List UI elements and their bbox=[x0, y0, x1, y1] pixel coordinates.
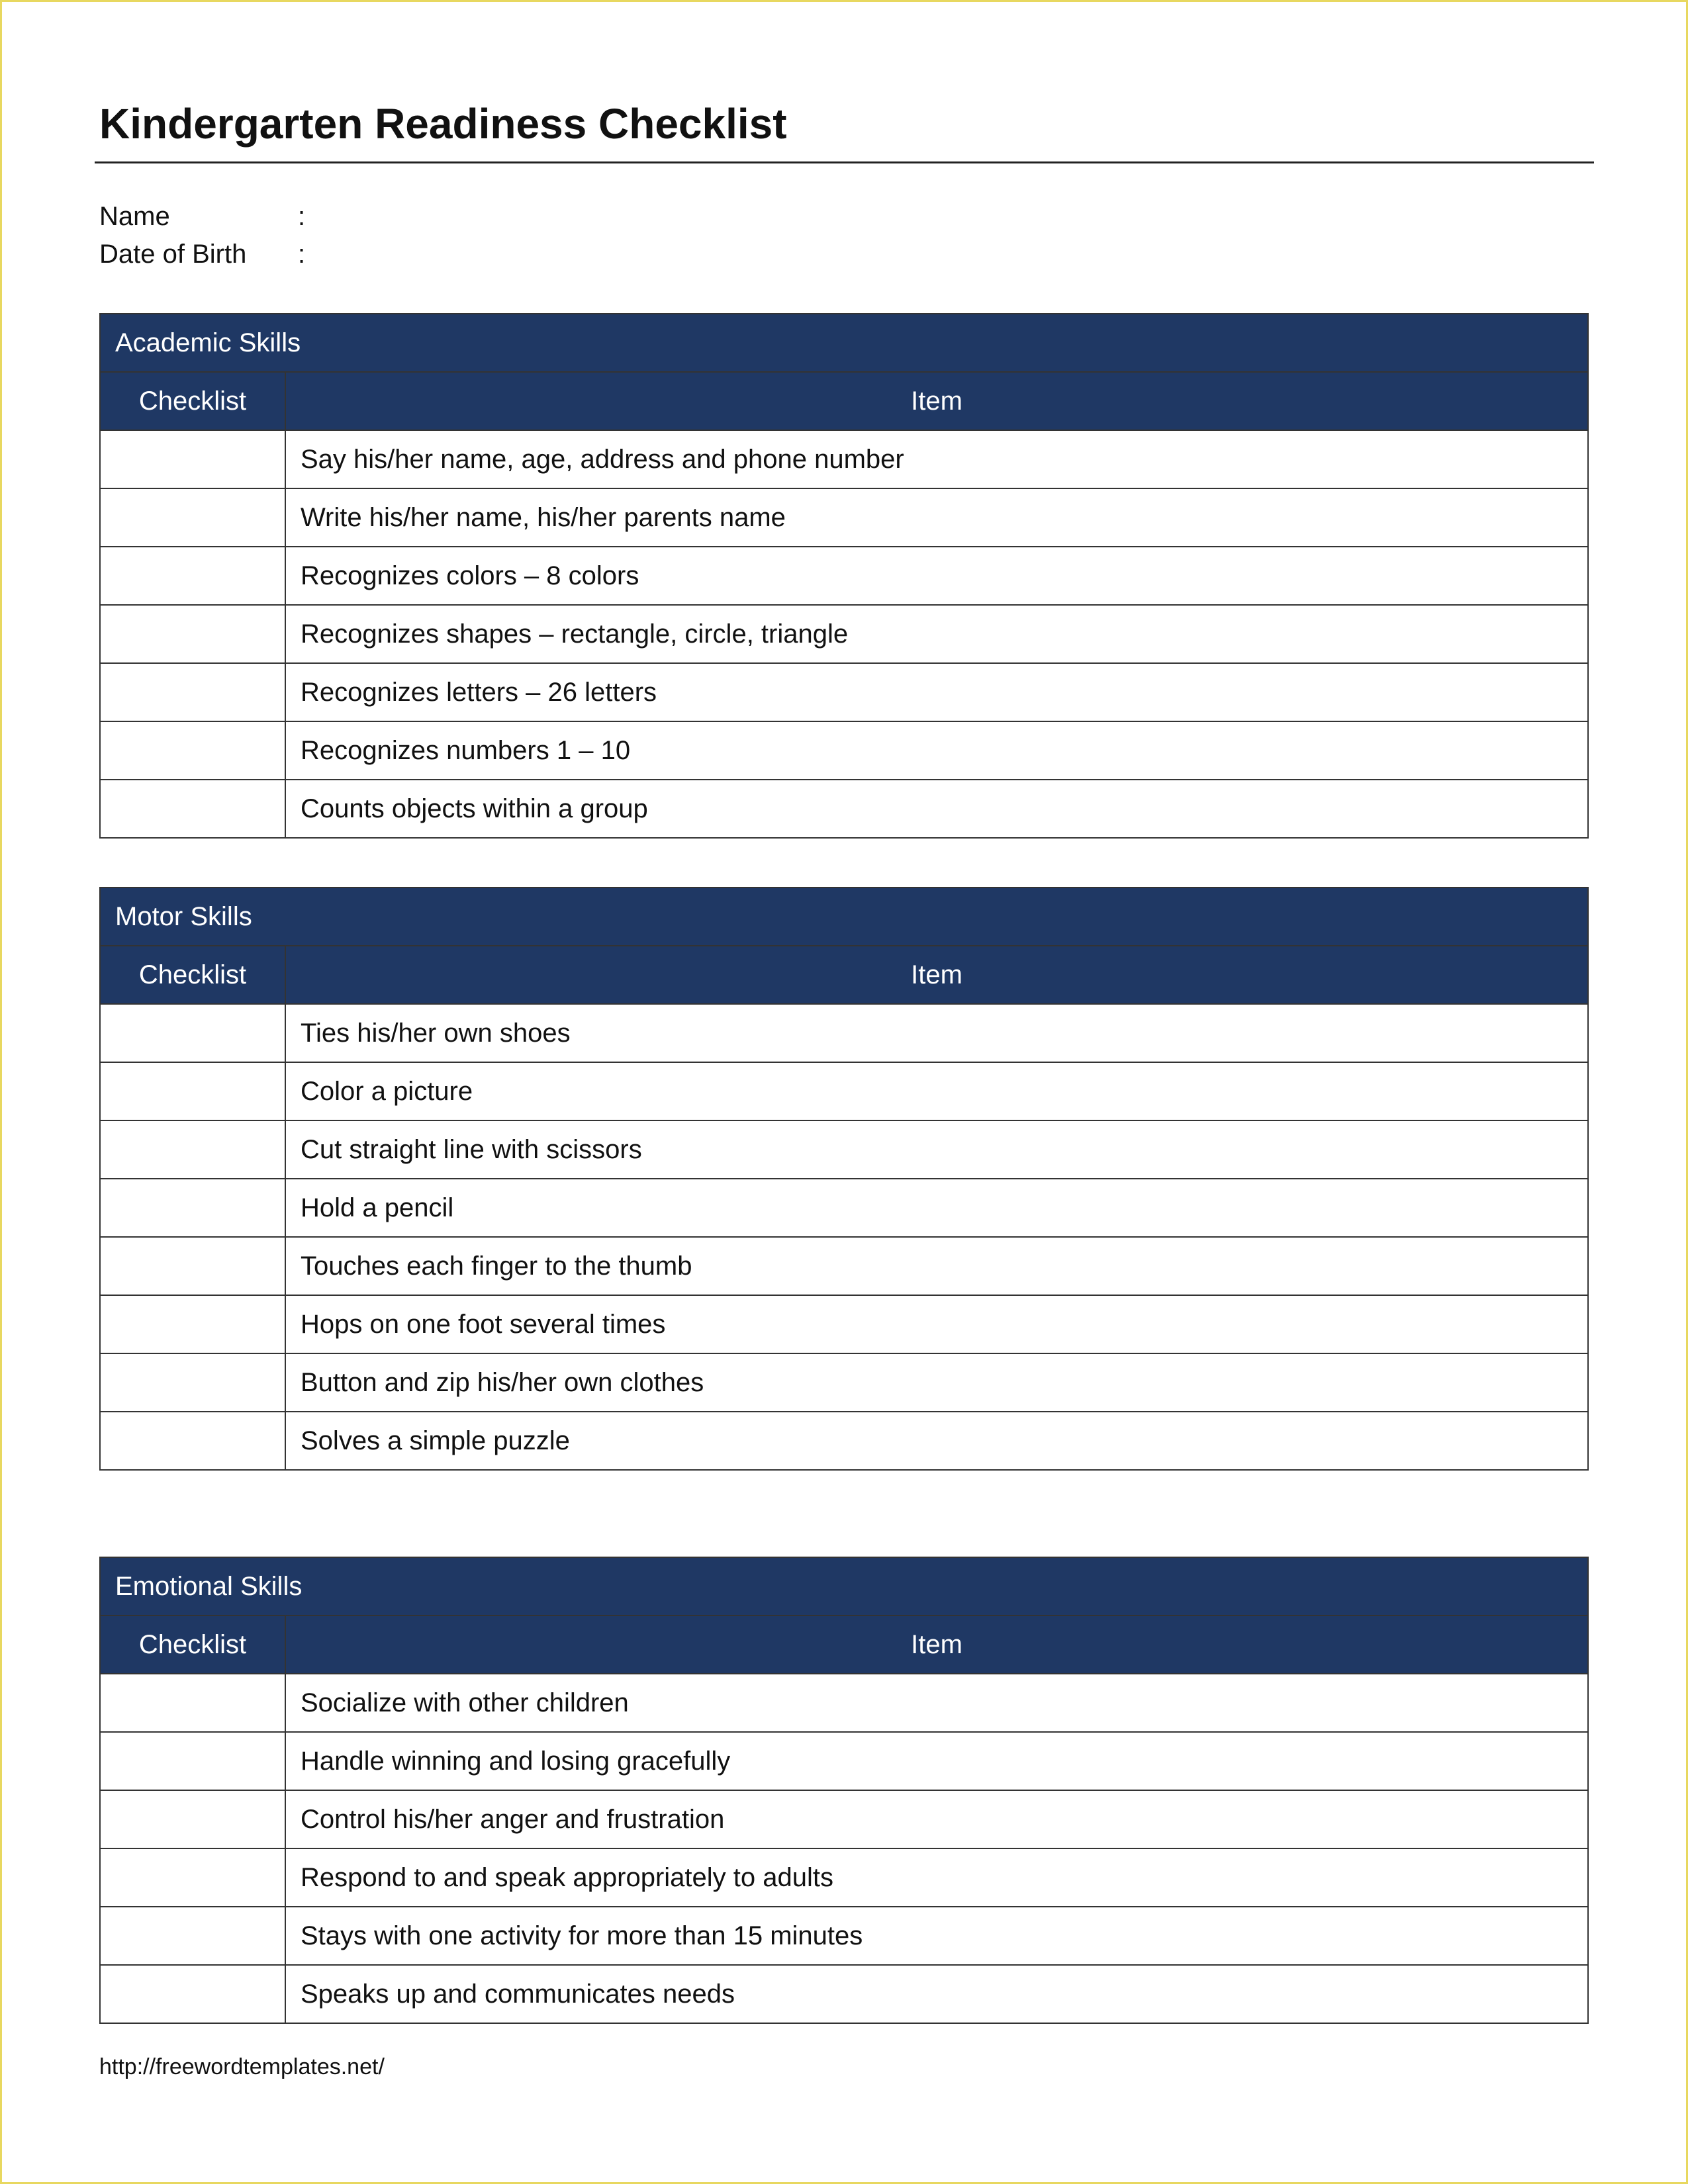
table-row bbox=[100, 1237, 1588, 1295]
table-row bbox=[100, 1412, 1588, 1470]
checklist-cell[interactable] bbox=[100, 780, 285, 838]
table-row bbox=[100, 1907, 1588, 1965]
checklist-cell[interactable] bbox=[100, 1732, 285, 1790]
checklist-column-header: Checklist bbox=[100, 372, 285, 430]
checklist-column-header: Checklist bbox=[100, 946, 285, 1004]
emotional-skills-heading: Emotional Skills bbox=[100, 1557, 1588, 1615]
table-row bbox=[100, 488, 1588, 547]
item-cell: Color a picture bbox=[285, 1062, 1588, 1120]
item-cell: Touches each finger to the thumb bbox=[285, 1237, 1588, 1295]
motor-skills-heading: Motor Skills bbox=[100, 887, 1588, 946]
table-row bbox=[100, 1295, 1588, 1353]
checklist-cell[interactable] bbox=[100, 1907, 285, 1965]
motor-skills-table bbox=[99, 887, 1589, 1471]
item-cell: Recognizes letters – 26 letters bbox=[285, 663, 1588, 721]
checklist-cell[interactable] bbox=[100, 1062, 285, 1120]
item-cell: Write his/her name, his/her parents name bbox=[285, 488, 1588, 547]
item-cell: Stays with one activity for more than 15 minutes bbox=[285, 1907, 1588, 1965]
table-row bbox=[100, 547, 1588, 605]
checklist-cell[interactable] bbox=[100, 547, 285, 605]
checklist-cell[interactable] bbox=[100, 1004, 285, 1062]
dob-field-row bbox=[99, 240, 305, 269]
item-cell: Recognizes numbers 1 – 10 bbox=[285, 721, 1588, 780]
item-column-header: Item bbox=[285, 1615, 1588, 1674]
item-cell: Button and zip his/her own clothes bbox=[285, 1353, 1588, 1412]
checklist-cell[interactable] bbox=[100, 1412, 285, 1470]
checklist-cell[interactable] bbox=[100, 1295, 285, 1353]
dob-field-separator: : bbox=[298, 240, 306, 269]
name-field-row bbox=[99, 202, 305, 232]
academic-skills-table bbox=[99, 313, 1589, 839]
item-cell: Say his/her name, age, address and phone number bbox=[285, 430, 1588, 488]
item-cell: Recognizes shapes – rectangle, circle, triangle bbox=[285, 605, 1588, 663]
table-row bbox=[100, 663, 1588, 721]
table-row bbox=[100, 605, 1588, 663]
table-row bbox=[100, 1965, 1588, 2023]
footer-link[interactable]: http://freewordtemplates.net/ bbox=[99, 2054, 385, 2079]
name-field-label: Name bbox=[99, 202, 170, 231]
dob-field-label: Date of Birth bbox=[99, 240, 247, 269]
checklist-cell[interactable] bbox=[100, 1120, 285, 1179]
checklist-column-header: Checklist bbox=[100, 1615, 285, 1674]
item-cell: Speaks up and communicates needs bbox=[285, 1965, 1588, 2023]
checklist-cell[interactable] bbox=[100, 1674, 285, 1732]
checklist-cell[interactable] bbox=[100, 721, 285, 780]
item-cell: Counts objects within a group bbox=[285, 780, 1588, 838]
checklist-cell[interactable] bbox=[100, 1965, 285, 2023]
item-cell: Recognizes colors – 8 colors bbox=[285, 547, 1588, 605]
item-cell: Control his/her anger and frustration bbox=[285, 1790, 1588, 1848]
academic-skills-heading: Academic Skills bbox=[100, 314, 1588, 372]
item-cell: Cut straight line with scissors bbox=[285, 1120, 1588, 1179]
table-row bbox=[100, 430, 1588, 488]
item-cell: Ties his/her own shoes bbox=[285, 1004, 1588, 1062]
checklist-cell[interactable] bbox=[100, 1179, 285, 1237]
table-row bbox=[100, 721, 1588, 780]
checklist-cell[interactable] bbox=[100, 1237, 285, 1295]
item-cell: Solves a simple puzzle bbox=[285, 1412, 1588, 1470]
name-field-separator: : bbox=[298, 202, 306, 231]
table-row bbox=[100, 1179, 1588, 1237]
emotional-skills-table bbox=[99, 1557, 1589, 2024]
checklist-cell[interactable] bbox=[100, 1353, 285, 1412]
title-divider bbox=[95, 161, 1594, 163]
item-cell: Hops on one foot several times bbox=[285, 1295, 1588, 1353]
table-row bbox=[100, 1004, 1588, 1062]
table-row bbox=[100, 1062, 1588, 1120]
checklist-cell[interactable] bbox=[100, 1848, 285, 1907]
item-column-header: Item bbox=[285, 946, 1588, 1004]
table-row bbox=[100, 1790, 1588, 1848]
checklist-cell[interactable] bbox=[100, 1790, 285, 1848]
item-cell: Socialize with other children bbox=[285, 1674, 1588, 1732]
item-cell: Handle winning and losing gracefully bbox=[285, 1732, 1588, 1790]
table-row bbox=[100, 1674, 1588, 1732]
checklist-cell[interactable] bbox=[100, 605, 285, 663]
table-row bbox=[100, 780, 1588, 838]
table-row bbox=[100, 1120, 1588, 1179]
checklist-cell[interactable] bbox=[100, 663, 285, 721]
table-row bbox=[100, 1732, 1588, 1790]
checklist-cell[interactable] bbox=[100, 488, 285, 547]
table-row bbox=[100, 1353, 1588, 1412]
item-cell: Respond to and speak appropriately to adults bbox=[285, 1848, 1588, 1907]
item-cell: Hold a pencil bbox=[285, 1179, 1588, 1237]
table-row bbox=[100, 1848, 1588, 1907]
checklist-cell[interactable] bbox=[100, 430, 285, 488]
item-column-header: Item bbox=[285, 372, 1588, 430]
page-title: Kindergarten Readiness Checklist bbox=[99, 100, 787, 148]
